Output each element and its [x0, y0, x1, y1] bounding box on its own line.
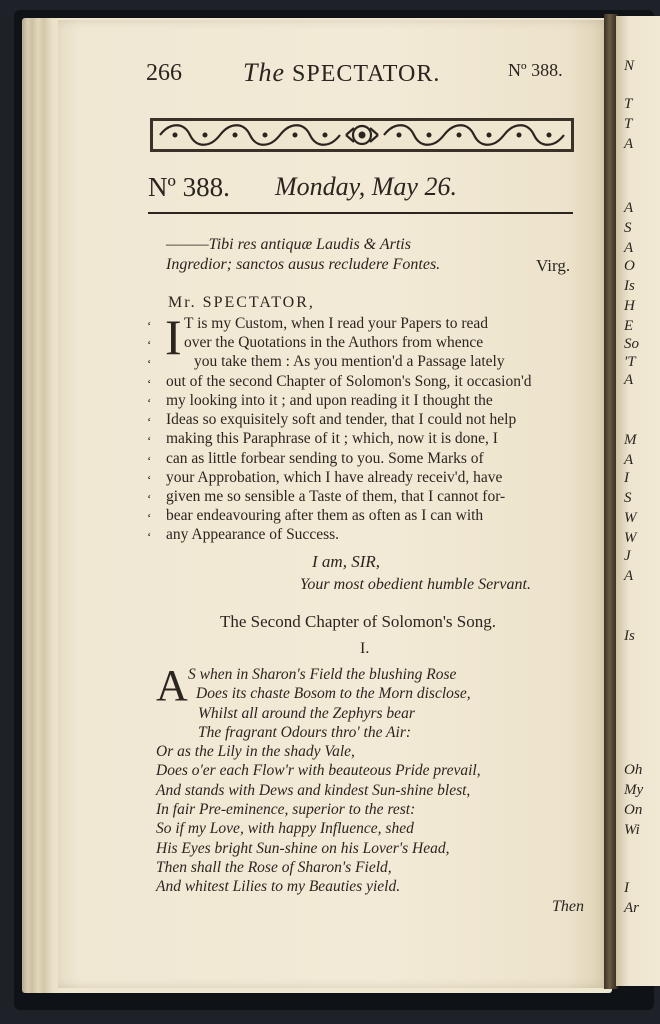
- right-page-letter: E: [624, 318, 634, 334]
- right-page-edge: [616, 16, 660, 986]
- letter-line: T is my Custom, when I read your Papers to read: [184, 315, 489, 332]
- right-page-letter: J: [624, 548, 631, 564]
- right-page-letter: Is: [624, 628, 635, 644]
- right-page-letter: T: [624, 96, 633, 112]
- poem-line: Does its chaste Bosom to the Morn disclose,: [196, 685, 471, 702]
- right-page-letter: Wi: [624, 822, 640, 838]
- right-page-letter: On: [624, 802, 643, 818]
- right-page-letter: I: [624, 470, 629, 486]
- poem-line: Whilst all around the Zephyrs bear: [198, 705, 415, 722]
- epigraph-source: Virg.: [536, 256, 571, 275]
- catchword: Then: [552, 898, 584, 915]
- epigraph-line-2: Ingredior; sanctos ausus recludere Fontes.: [166, 256, 441, 273]
- right-page-letter: T: [624, 116, 633, 132]
- poem-line: Then shall the Rose of Sharon's Field,: [156, 859, 392, 876]
- quote-mark: ‘: [147, 318, 152, 333]
- right-page-letter: N: [624, 58, 635, 74]
- quote-mark: ‘: [147, 510, 152, 525]
- epigraph-line-1: ———Tibi res antiquæ Laudis & Artis: [166, 236, 411, 253]
- letter-greeting: Mr. SPECTATOR,: [168, 294, 315, 311]
- right-page-letter: Oh: [624, 762, 643, 778]
- quote-mark: ‘: [147, 395, 152, 410]
- poem-line: And whitest Lilies to my Beauties yield.: [156, 878, 401, 895]
- letter-line: bear endeavouring after them as often as I can with: [166, 507, 484, 524]
- quote-mark: ‘: [147, 453, 152, 468]
- letter-line: making this Paraphrase of it ; which, now it is done, I: [166, 430, 498, 447]
- letter-signature: Your most obedient humble Servant.: [300, 576, 531, 593]
- poem-line: And stands with Dews and kindest Sun-shine blest,: [156, 782, 471, 799]
- right-page-letter: A: [624, 136, 634, 152]
- poem-line: So if my Love, with happy Influence, shed: [156, 820, 414, 837]
- quote-mark: ‘: [147, 491, 152, 506]
- right-page-letter: W: [624, 530, 637, 546]
- letter-line: your Approbation, which I have already receiv'd, have: [166, 469, 503, 486]
- right-page-letter: A: [624, 568, 634, 584]
- right-page-letter: Ar: [624, 900, 639, 916]
- quote-mark: ‘: [147, 337, 152, 352]
- header-issue-ref: Nº 388.: [508, 60, 563, 80]
- right-page-letter: A: [624, 200, 634, 216]
- poem-line: In fair Pre-eminence, superior to the rest:: [156, 801, 416, 818]
- quote-mark: ‘: [147, 356, 152, 371]
- right-page-letter: 'T: [624, 354, 636, 370]
- letter-line: Ideas so exquisitely soft and tender, that I could not help: [166, 411, 517, 428]
- poem-line: The fragrant Odours thro' the Air:: [198, 724, 412, 741]
- letter-signoff: I am, SIR,: [312, 552, 380, 571]
- right-page-letter: O: [624, 258, 635, 274]
- letter-line: out of the second Chapter of Solomon's Song, it occasion'd: [166, 373, 532, 390]
- page-number: 266: [146, 60, 182, 86]
- poem-line: His Eyes bright Sun-shine on his Lover's Head,: [156, 840, 450, 857]
- right-page-letter: H: [624, 298, 635, 314]
- right-page-letter: Is: [624, 278, 635, 294]
- right-page-letter: A: [624, 452, 634, 468]
- issue-date: Monday, May 26.: [275, 172, 457, 201]
- right-page-letter: S: [624, 490, 632, 506]
- right-page-letter: A: [624, 240, 634, 256]
- running-title: [243, 58, 440, 88]
- poem-line: S when in Sharon's Field the blushing Rose: [188, 666, 457, 683]
- letter-line: my looking into it ; and upon reading it I thought the: [166, 392, 493, 409]
- right-page-letter: S: [624, 220, 632, 236]
- quote-mark: ‘: [147, 433, 152, 448]
- quote-mark: ‘: [147, 472, 152, 487]
- quote-mark: ‘: [147, 529, 152, 544]
- ornamental-headpiece: [150, 118, 574, 152]
- letter-line: over the Quotations in the Authors from whence: [184, 334, 484, 351]
- poem-line: Does o'er each Flow'r with beauteous Pride prevail,: [156, 762, 481, 779]
- quote-mark: ‘: [147, 376, 152, 391]
- header-rule: [148, 212, 573, 214]
- letter-line: you take them : As you mention'd a Passage lately: [194, 353, 505, 370]
- stanza-number: I.: [360, 640, 370, 657]
- letter-line: can as little forbear sending to you. Some Marks of: [166, 450, 484, 467]
- quote-mark: ‘: [147, 414, 152, 429]
- right-page-letter: So: [624, 336, 639, 352]
- right-page-letter: A: [624, 372, 634, 388]
- right-page-letter: I: [624, 880, 629, 896]
- right-page-letter: My: [624, 782, 644, 798]
- title-the: The: [243, 58, 285, 87]
- poem-line: Or as the Lily in the shady Vale,: [156, 743, 355, 760]
- poem-drop-cap: A: [156, 661, 188, 710]
- issue-number: Nº 388.: [148, 172, 230, 202]
- right-page-letter: M: [624, 432, 637, 448]
- poem-title: The Second Chapter of Solomon's Song.: [220, 612, 496, 631]
- letter-drop-cap: I: [165, 309, 182, 365]
- title-spectator: SPECTATOR.: [292, 61, 441, 87]
- letter-line: any Appearance of Success.: [166, 526, 340, 543]
- right-page-letter: W: [624, 510, 637, 526]
- letter-line: given me so sensible a Taste of them, that I cannot for-: [166, 488, 506, 505]
